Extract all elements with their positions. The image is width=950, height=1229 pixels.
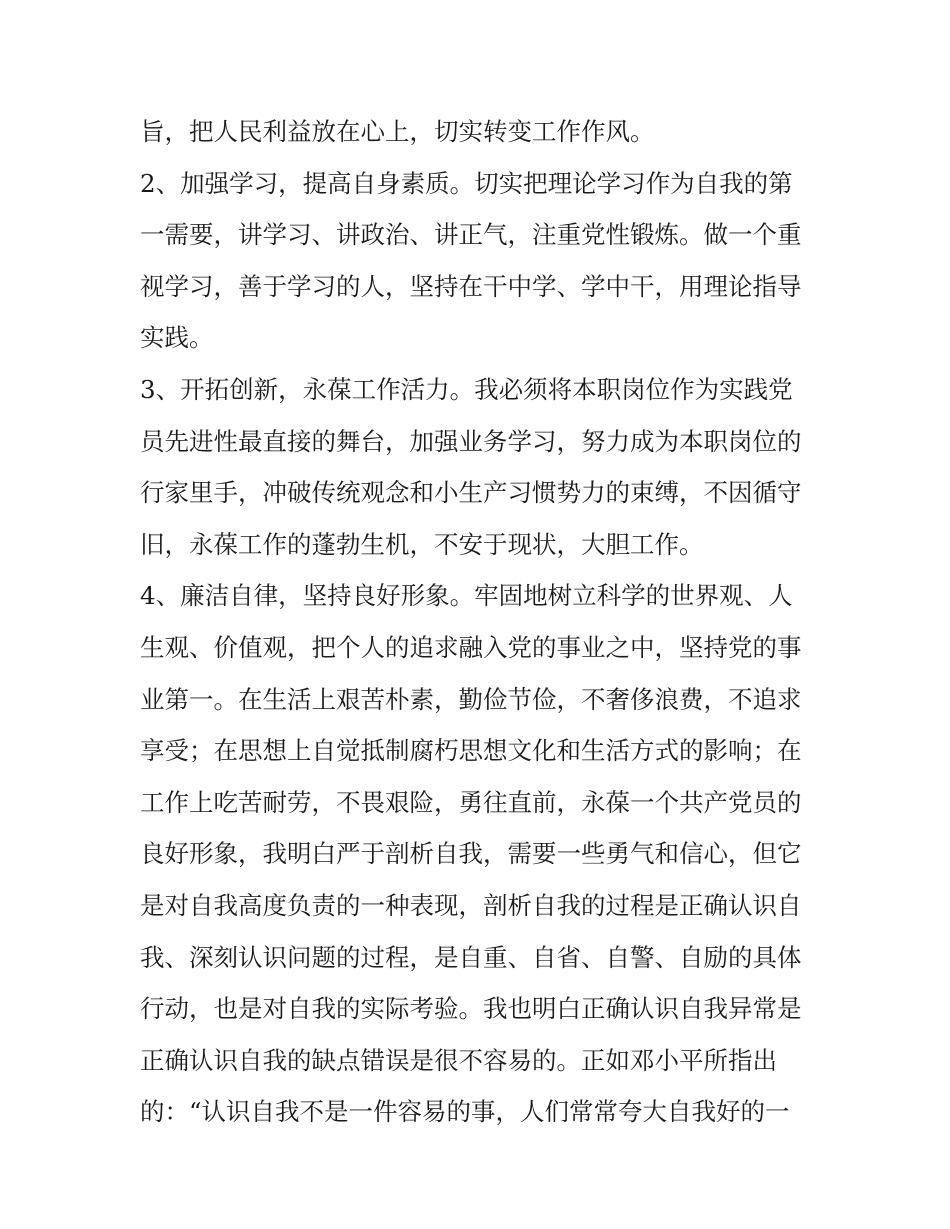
text-line: 视学习，善于学习的人，坚持在干中学、学中干，用理论指导 <box>140 271 802 301</box>
text-line: 我、深刻认识问题的过程，是自重、自省、自警、自励的具体 <box>140 942 802 972</box>
text-line: 业第一。在生活上艰苦朴素，勤俭节俭，不奢侈浪费，不追求 <box>140 684 802 714</box>
text-line: 实践。 <box>140 323 214 353</box>
text-line: 一需要，讲学习、讲政治、讲正气，注重党性锻炼。做一个重 <box>140 220 802 250</box>
text-line: 良好形象，我明白严于剖析自我，需要一些勇气和信心，但它 <box>140 839 802 869</box>
text-line: 的：“认识自我不是一件容易的事，人们常常夸大自我好的一 <box>140 1097 790 1127</box>
text-line: 2、加强学习，提高自身素质。切实把理论学习作为自我的第 <box>140 168 793 198</box>
text-line: 享受；在思想上自觉抵制腐朽思想文化和生活方式的影响；在 <box>140 736 802 766</box>
text-line: 生观、价值观，把个人的追求融入党的事业之中，坚持党的事 <box>140 632 802 662</box>
text-line: 正确认识自我的缺点错误是很不容易的。正如邓小平所指出 <box>140 1045 777 1075</box>
text-line: 旨，把人民利益放在心上，切实转变工作作风。 <box>140 117 655 146</box>
text-line: 3、开拓创新，永葆工作活力。我必须将本职岗位作为实践党 <box>140 374 793 404</box>
text-line: 是对自我高度负责的一种表现，剖析自我的过程是正确认识自 <box>140 890 802 920</box>
text-line: 员先进性最直接的舞台，加强业务学习，努力成为本职岗位的 <box>140 426 802 456</box>
text-line: 旧，永葆工作的蓬勃生机，不安于现状，大胆工作。 <box>140 529 704 559</box>
text-line: 4、廉洁自律，坚持良好形象。牢固地树立科学的世界观、人 <box>140 581 793 611</box>
document-body <box>140 106 820 1138</box>
text-line: 行动，也是对自我的实际考验。我也明白正确认识自我异常是 <box>140 994 802 1024</box>
text-line: 行家里手，冲破传统观念和小生产习惯势力的束缚，不因循守 <box>140 478 802 508</box>
text-line: 工作上吃苦耐劳，不畏艰险，勇往直前，永葆一个共产党员的 <box>140 787 802 817</box>
